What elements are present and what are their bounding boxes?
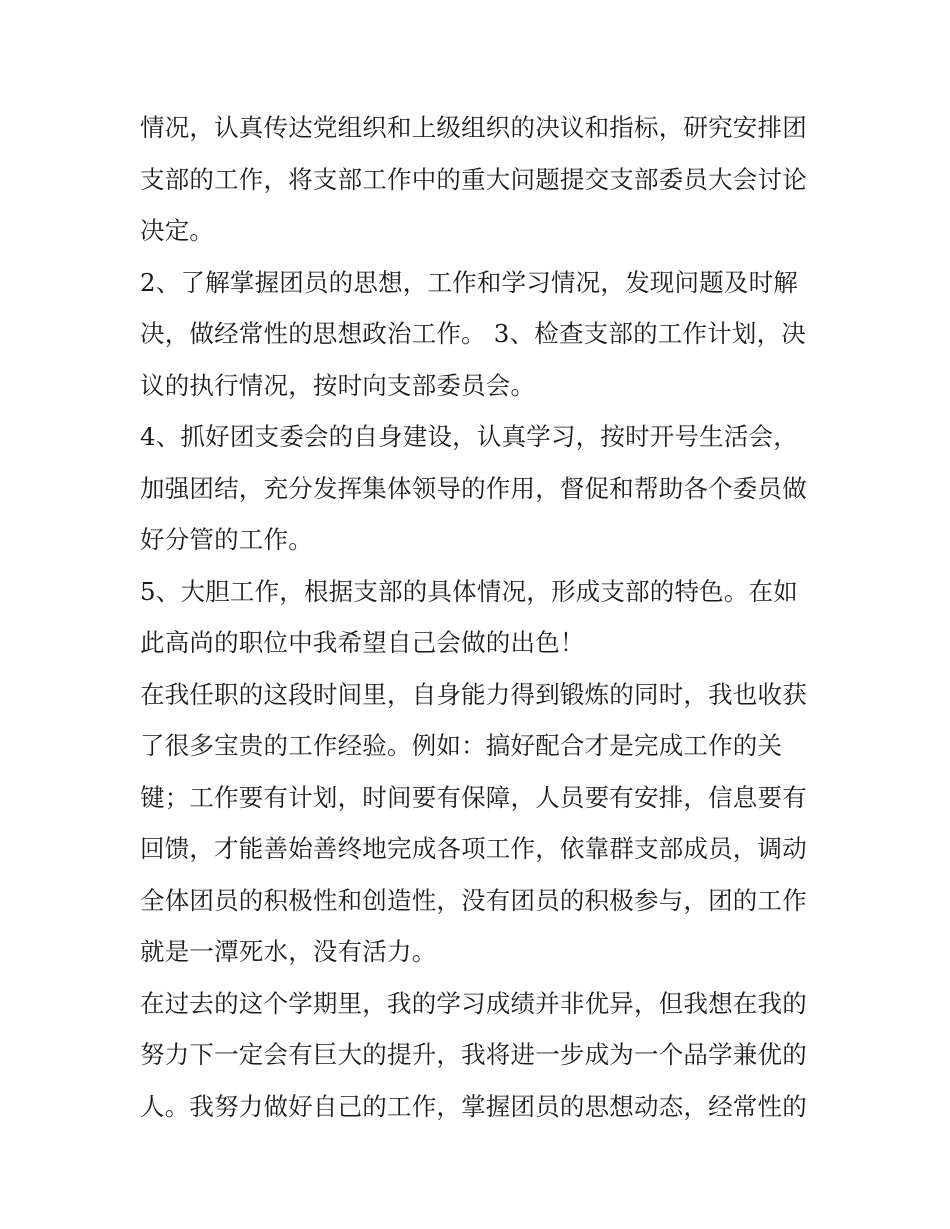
text-line: 决，做经常性的思想政治工作。 3、检查支部的工作计划，决 (140, 319, 806, 348)
text-line: 好分管的工作。 (140, 525, 313, 554)
text-line: 回馈，才能善始善终地完成各项工作，依靠群支部成员，调动 (140, 834, 807, 863)
text-line: 就是一潭死水，没有活力。 (140, 937, 437, 966)
text-line: 在我任职的这段时间里，自身能力得到锻炼的同时，我也收获 (140, 679, 807, 709)
text-line: 此高尚的职位中我希望自己会做的出色！ (140, 628, 585, 657)
text-line: 加强团结，充分发挥集体领导的作用，督促和帮助各个委员做 (140, 473, 807, 503)
text-line: 支部的工作，将支部工作中的重大问题提交支部委员大会讨论 (140, 164, 807, 194)
text-line: 议的执行情况，按时向支部委员会。 (140, 370, 536, 400)
text-line: 情况，认真传达党组织和上级组织的决议和指标，研究安排团 (140, 113, 807, 142)
text-line: 4、抓好团支委会的自身建设，认真学习，按时开号生活会， (140, 422, 798, 451)
text-line: 5、大胆工作，根据支部的具体情况，形成支部的特色。在如 (140, 576, 798, 606)
text-line: 2、了解掌握团员的思想，工作和学习情况，发现问题及时解 (140, 267, 798, 297)
body-text (140, 102, 820, 1132)
text-line: 决定。 (140, 216, 215, 245)
text-line: 人。我努力做好自己的工作，掌握团员的思想动态，经常性的 (140, 1091, 807, 1121)
text-line: 全体团员的积极性和创造性，没有团员的积极参与，团的工作 (140, 885, 807, 915)
text-line: 在过去的这个学期里，我的学习成绩并非优异，但我想在我的 (140, 988, 807, 1018)
text-line: 了很多宝贵的工作经验。例如：搞好配合才是完成工作的关 (140, 731, 783, 760)
text-line: 努力下一定会有巨大的提升，我将进一步成为一个品学兼优的 (140, 1040, 807, 1069)
text-line: 键；工作要有计划，时间要有保障，人员要有安排，信息要有 (140, 782, 807, 812)
